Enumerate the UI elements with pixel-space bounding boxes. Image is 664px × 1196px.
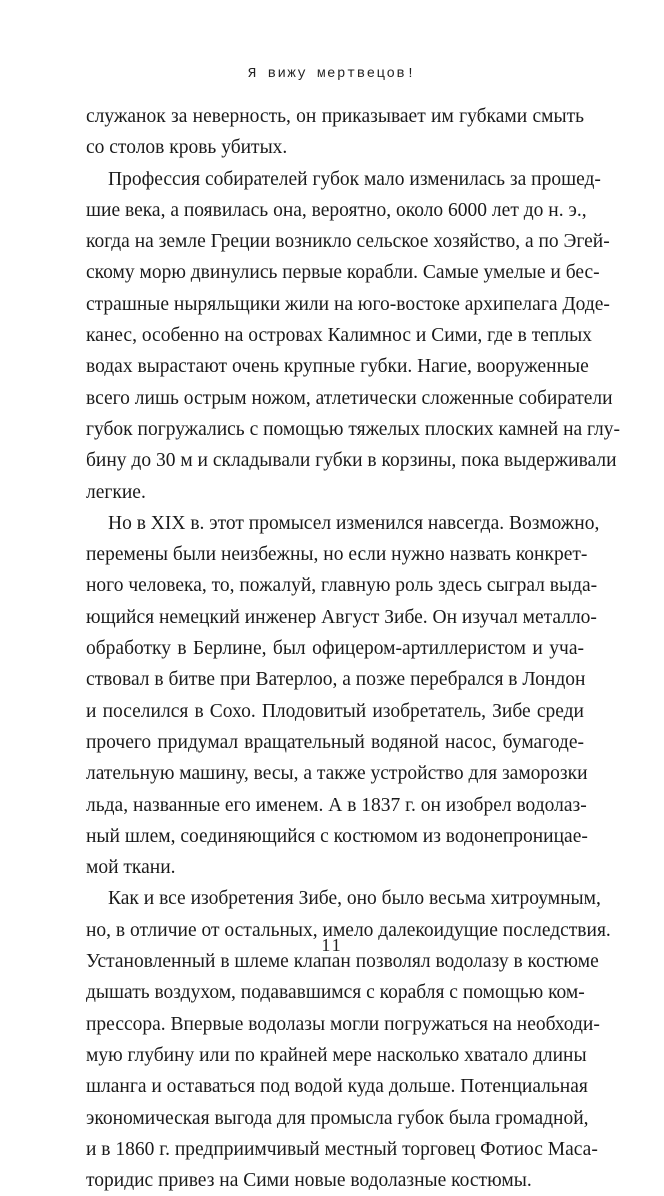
text-line: прочего придумал вращательный водяной насос, бумагоде- xyxy=(86,731,584,753)
text-line: мой ткани. xyxy=(86,857,176,879)
text-line: ного человека, то, пожалуй, главную роль здесь сыграл выда- xyxy=(86,575,598,597)
text-line: прессора. Впервые водолазы могли погружаться на необходи- xyxy=(86,1013,600,1035)
text-line: и поселился в Сохо. Плодовитый изобретатель, Зибе среди xyxy=(86,700,584,722)
text-line: обработку в Берлине, был офицером-артиллеристом и уча- xyxy=(86,638,584,660)
text-line: торидис привез на Сими новые водолазные костюмы. xyxy=(86,1170,532,1192)
text-line: канес, особенно на островах Калимнос и Сими, где в теплых xyxy=(86,325,592,347)
text-line: Как и все изобретения Зибе, оно было весьма хитроумным, xyxy=(108,888,601,910)
body-text xyxy=(86,101,621,1196)
paragraph xyxy=(86,164,621,508)
text-line: ствовал в битве при Ватерлоо, а позже перебрался в Лондон xyxy=(86,669,586,691)
text-line: ный шлем, соединяющийся с костюмом из водонепроницае- xyxy=(86,825,588,847)
text-line: и в 1860 г. предприимчивый местный торговец Фотиос Маса- xyxy=(86,1138,598,1160)
text-line: всего лишь острым ножом, атлетически сложенные собиратели xyxy=(86,387,613,409)
text-line: шие века, а появилась она, вероятно, около 6000 лет до н. э., xyxy=(86,199,587,221)
text-line: ющийся немецкий инженер Август Зибе. Он изучал металло- xyxy=(86,606,597,628)
text-line: губок погружались с помощью тяжелых плоских камней на глу- xyxy=(86,418,621,440)
paragraph xyxy=(86,508,600,884)
text-line: когда на земле Греции возникло сельское хозяйство, а по Эгей- xyxy=(86,231,610,253)
text-line: со столов кровь убитых. xyxy=(86,137,288,159)
page-number: 11 xyxy=(321,935,343,955)
text-line: лательную машину, весы, а также устройство для заморозки xyxy=(86,763,588,785)
text-line: страшные ныряльщики жили на юго-востоке архипелага Доде- xyxy=(86,293,610,315)
text-line: перемены были неизбежны, но если нужно назвать конкрет- xyxy=(86,544,588,566)
text-line: легкие. xyxy=(86,481,146,503)
text-line: дышать воздухом, подававшимся с корабля с помощью ком- xyxy=(86,982,585,1004)
text-line: бину до 30 м и складывали губки в корзины, пока выдерживали xyxy=(86,450,617,472)
text-line: экономическая выгода для промысла губок была громадной, xyxy=(86,1107,589,1129)
text-line: водах вырастают очень крупные губки. Нагие, вооруженные xyxy=(86,356,589,378)
text-line: мую глубину или по крайней мере насколько хватало длины xyxy=(86,1044,587,1066)
text-line: Установленный в шлеме клапан позволял водолазу в костюме xyxy=(86,951,599,973)
text-line: скому морю двинулись первые корабли. Самые умелые и бес- xyxy=(86,262,600,284)
text-line: но, в отличие от остальных, имело далекоидущие последствия. xyxy=(86,919,611,941)
running-head: Я вижу мертвецов! xyxy=(247,66,417,82)
paragraph xyxy=(86,101,584,164)
text-line: Но в XIX в. этот промысел изменился навсегда. Возможно, xyxy=(108,512,600,534)
text-line: служанок за неверность, он приказывает им губками смыть xyxy=(86,106,584,127)
text-line: льда, названные его именем. А в 1837 г. он изобрел водолаз- xyxy=(86,794,587,816)
text-line: Профессия собирателей губок мало изменилась за прошед- xyxy=(108,168,601,190)
text-line: шланга и оставаться под водой куда дольше. Потенциальная xyxy=(86,1076,588,1098)
paragraph xyxy=(86,883,611,1196)
